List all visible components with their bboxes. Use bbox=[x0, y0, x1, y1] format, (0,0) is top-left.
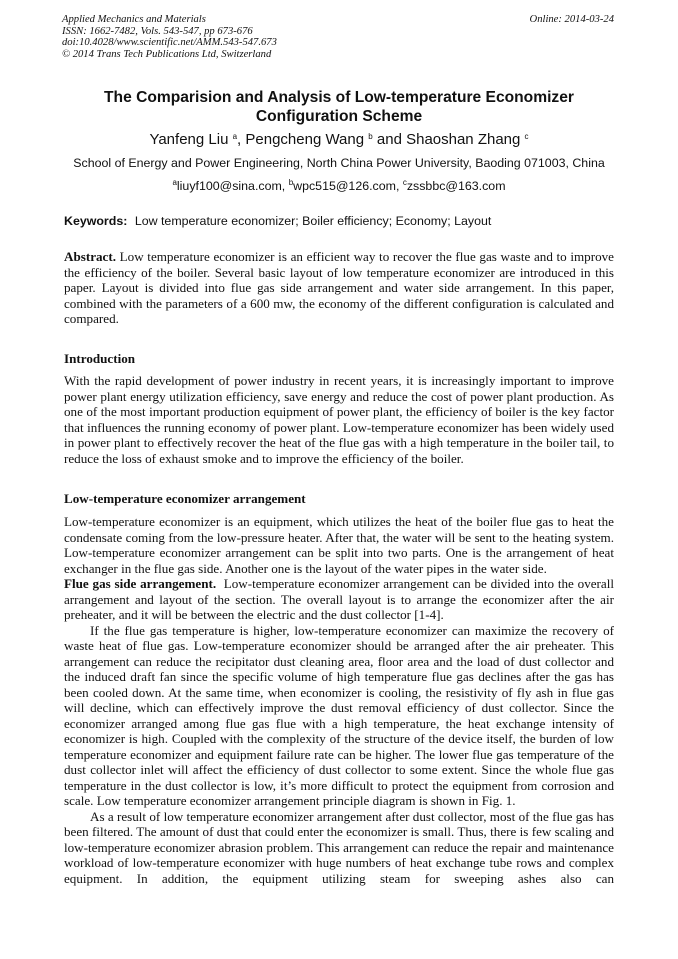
introduction-body bbox=[64, 373, 614, 466]
authors: Yanfeng Liu $^a$, Pengcheng Wang $^b$ and Shaoshan Zhang $^c$ bbox=[149, 131, 529, 148]
emails: $^a$liuyf100@sina.com, $^b$wpc515@126.com, $^c$zssbbc@163.com bbox=[172, 178, 506, 193]
subsection-label: Flue gas side arrangement. bbox=[64, 576, 217, 591]
abstract-label: Abstract. bbox=[64, 249, 116, 264]
arrangement-body bbox=[64, 514, 614, 886]
paragraph-text: Low-temperature economizer arrangement can be divided into the overall arrangement and layout of the section. The overall layout is to arrange the economizer after the air preheater, and it will be between the electric and the dust collector [1-4]. bbox=[64, 576, 615, 622]
keywords-text: Low temperature economizer; Boiler efficiency; Economy; Layout bbox=[134, 214, 492, 228]
email-mark: b bbox=[288, 178, 294, 187]
keywords-label: Keywords: bbox=[64, 214, 128, 228]
email[interactable]: zssbbc@163.com bbox=[406, 179, 506, 193]
paragraph: Low-temperature economizer is an equipment, which utilizes the heat of the boiler flue gas to heat the condensate coming from the low-pressure heater. After that, the water will be sent to the heating system. Low-temperature economizer arrangement can be split into two parts. One is the arrangement of heat exchanger in the flue gas side. Another one is the layout of the water pipes in the water side. bbox=[64, 514, 614, 576]
affil-mark: b bbox=[368, 132, 373, 141]
email[interactable]: liuyf100@sina.com bbox=[176, 179, 282, 193]
keywords bbox=[64, 214, 491, 228]
online-date: Online: 2014-03-24 bbox=[529, 14, 614, 25]
email[interactable]: wpc515@126.com bbox=[293, 179, 396, 193]
issn: ISSN: 1662-7482, Vols. 543-547, pp 673-676 bbox=[62, 25, 253, 37]
authors-and: and bbox=[376, 131, 402, 148]
paragraph: If the flue gas temperature is higher, low-temperature economizer can maximize the recovery of waste heat of flue gas. Low-temperature economizer should be arranged after the air preheater. This arrangement can reduce the recipitator dust cleaning area, floor area and the load of dust collector and the induced draft fan since the specific volume of high temperature flue gas declines after the gas has been cooled down. At the same time, when economizer is cooling, the resistivity of fly ash in flue gas will decline, which can effectively improve the dust removal efficiency of dust collector. Since the economizer arranged among flue gas flue with a high temperature, the heat exchange intensity of economizer is high. Coupled with the complexity of the structure of the device itself, the burden of low temperature economizer and equipment failure rate can be higher. The lower flue gas temperature of the dust collector inlet will affect the efficiency of dust collector to some extent. Since the whole flue gas temperature in the dust collector is low, it’s more difficult to protect the equipment from corrosion and scale. Low temperature economizer arrangement principle diagram is shown in Fig. 1. bbox=[64, 622, 614, 808]
email-mark: c bbox=[402, 178, 407, 187]
author-name: Pengcheng Wang bbox=[245, 131, 365, 148]
paper-title: The Comparision and Analysis of Low-temperature Economizer Configuration Scheme bbox=[104, 89, 574, 125]
author-name: Shaoshan Zhang bbox=[406, 131, 521, 148]
copyright: © 2014 Trans Tech Publications Ltd, Switzerland bbox=[62, 48, 272, 60]
doi: doi:10.4028/www.scientific.net/AMM.543-547.673 bbox=[62, 37, 277, 48]
paragraph: With the rapid development of power industry in recent years, it is increasingly important to improve power plant energy utilization efficiency, save energy and reduce the cost of power plant production. As one of the most important production equipment of power plant, the efficiency of boiler is the key factor that influences the running economy of power plant. Low-temperature economizer has been widely used in power plant to effectively recover the heat of the flue gas with a high temperature in the boiler tail, to reduce the loss of exhaust smoke and to improve the efficiency of the boiler. bbox=[64, 373, 614, 466]
paragraph: As a result of low temperature economizer arrangement after dust collector, most of the flue gas has been filtered. The amount of dust that could enter the economizer is small. Thus, there is few scaling and low-temperature economizer abrasion problem. This arrangement can reduce the repair and maintenance workload of low-temperature economizer with huge numbers of heat exchange tube rows and complex equipment. In addition, the equipment utilizing steam for sweeping ashes also can bbox=[64, 808, 614, 886]
section-heading-introduction: Introduction bbox=[64, 351, 136, 366]
abstract bbox=[64, 249, 614, 327]
email-mark: a bbox=[172, 178, 177, 187]
author-name: Yanfeng Liu bbox=[149, 131, 229, 148]
affiliation: School of Energy and Power Engineering, North China Power University, Baoding 071003, China bbox=[73, 156, 605, 170]
affil-mark: c bbox=[524, 132, 529, 141]
paragraph bbox=[64, 576, 614, 623]
journal-header bbox=[62, 14, 277, 60]
journal-name: Applied Mechanics and Materials bbox=[62, 14, 206, 25]
section-heading-arrangement: Low-temperature economizer arrangement bbox=[64, 491, 306, 506]
abstract-text: Low temperature economizer is an efficient way to recover the flue gas waste and to improve the efficiency of the boiler. Several basic layout of low temperature economizer are introduced in this paper. Layout is divided into flue gas side arrangement and water side arrangement. In this paper, combined with the parameters of a 600 mw, the economy of the different configuration is calculated and compared. bbox=[64, 249, 614, 326]
affil-mark: a bbox=[232, 132, 238, 141]
